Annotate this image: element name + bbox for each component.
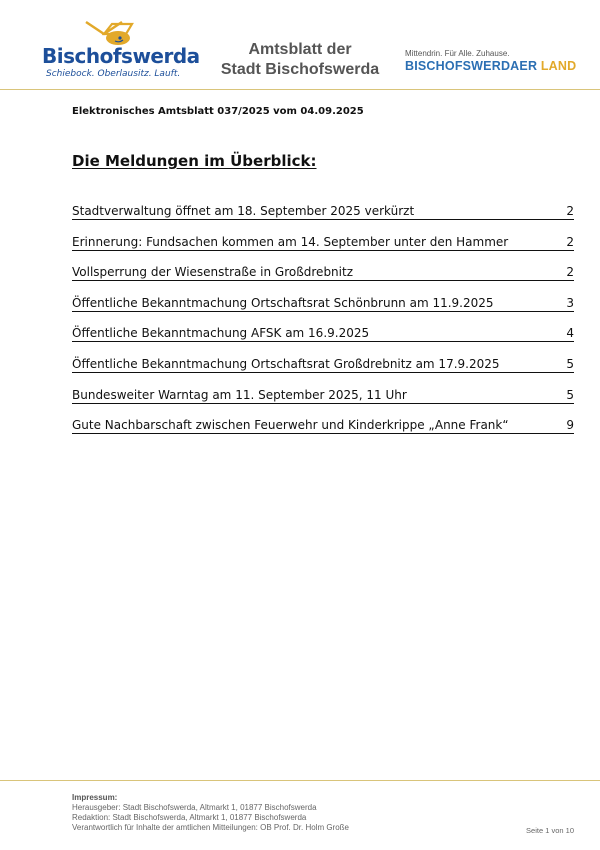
title-line-1: Amtsblatt der	[248, 41, 352, 58]
table-of-contents	[72, 200, 574, 445]
toc-entry[interactable]	[72, 292, 574, 312]
land-slogan: Mittendrin. Für Alle. Zuhause.	[405, 49, 510, 58]
page-number: Seite 1 von 10	[526, 826, 574, 835]
toc-entry-page: 3	[566, 295, 574, 310]
toc-entry[interactable]	[72, 353, 574, 373]
toc-entry-title: Bundesweiter Warntag am 11. September 2025, 11 Uhr	[72, 387, 407, 402]
brand-name: Bischofswerda	[42, 44, 200, 68]
toc-entry[interactable]	[72, 261, 574, 281]
toc-entry-title: Öffentliche Bekanntmachung AFSK am 16.9.2025	[72, 326, 370, 341]
issue-line: Elektronisches Amtsblatt 037/2025 vom 04.09.2025	[72, 106, 364, 117]
toc-entry-title: Öffentliche Bekanntmachung Ortschaftsrat Schönbrunn am 11.9.2025	[72, 295, 494, 310]
land-wordmark	[405, 59, 585, 74]
land-wordmark-accent: LAND	[540, 59, 577, 73]
impressum-publisher: Herausgeber: Stadt Bischofswerda, Altmarkt 1, 01877 Bischofswerda	[72, 803, 317, 812]
footer-divider	[0, 780, 600, 781]
land-wordmark-main: BISCHOFSWERDAER	[405, 59, 541, 73]
toc-entry[interactable]	[72, 322, 574, 342]
bischofswerdaer-land-logo	[405, 49, 585, 74]
toc-entry-page: 4	[566, 326, 574, 341]
toc-entry-page: 2	[566, 234, 574, 249]
brand-tagline: Schiebock. Oberlausitz. Lauft.	[46, 69, 181, 79]
impressum-editor: Redaktion: Stadt Bischofswerda, Altmarkt 1, 01877 Bischofswerda	[72, 813, 307, 822]
toc-entry-page: 2	[566, 265, 574, 280]
toc-entry-page: 2	[566, 204, 574, 218]
page-header	[0, 0, 600, 90]
toc-heading: Die Meldungen im Überblick:	[72, 152, 317, 170]
toc-entry[interactable]	[72, 200, 574, 220]
toc-entry[interactable]	[72, 231, 574, 251]
toc-entry-title: Stadtverwaltung öffnet am 18. September 2025 verkürzt	[72, 204, 415, 218]
toc-entry-page: 9	[566, 418, 574, 433]
title-line-2: Stadt Bischofswerda	[220, 61, 380, 78]
impressum-title: Impressum:	[72, 793, 118, 802]
toc-entry-title: Öffentliche Bekanntmachung Ortschaftsrat Großdrebnitz am 17.9.2025	[72, 356, 500, 371]
header-divider	[0, 89, 600, 90]
toc-entry-page: 5	[566, 356, 574, 371]
toc-entry[interactable]	[72, 384, 574, 404]
bischofswerda-logo	[42, 18, 200, 82]
page-title	[210, 40, 390, 80]
impressum	[72, 793, 574, 833]
toc-entry-title: Gute Nachbarschaft zwischen Feuerwehr und Kinderkrippe „Anne Frank“	[72, 418, 509, 433]
toc-entry[interactable]	[72, 414, 574, 434]
toc-entry-page: 5	[566, 387, 574, 402]
toc-entry-title: Vollsperrung der Wiesenstraße in Großdrebnitz	[72, 265, 353, 280]
toc-entry-title: Erinnerung: Fundsachen kommen am 14. September unter den Hammer	[72, 234, 509, 249]
impressum-responsible: Verantwortlich für Inhalte der amtlichen Mitteilungen: OB Prof. Dr. Holm Große	[72, 823, 350, 832]
